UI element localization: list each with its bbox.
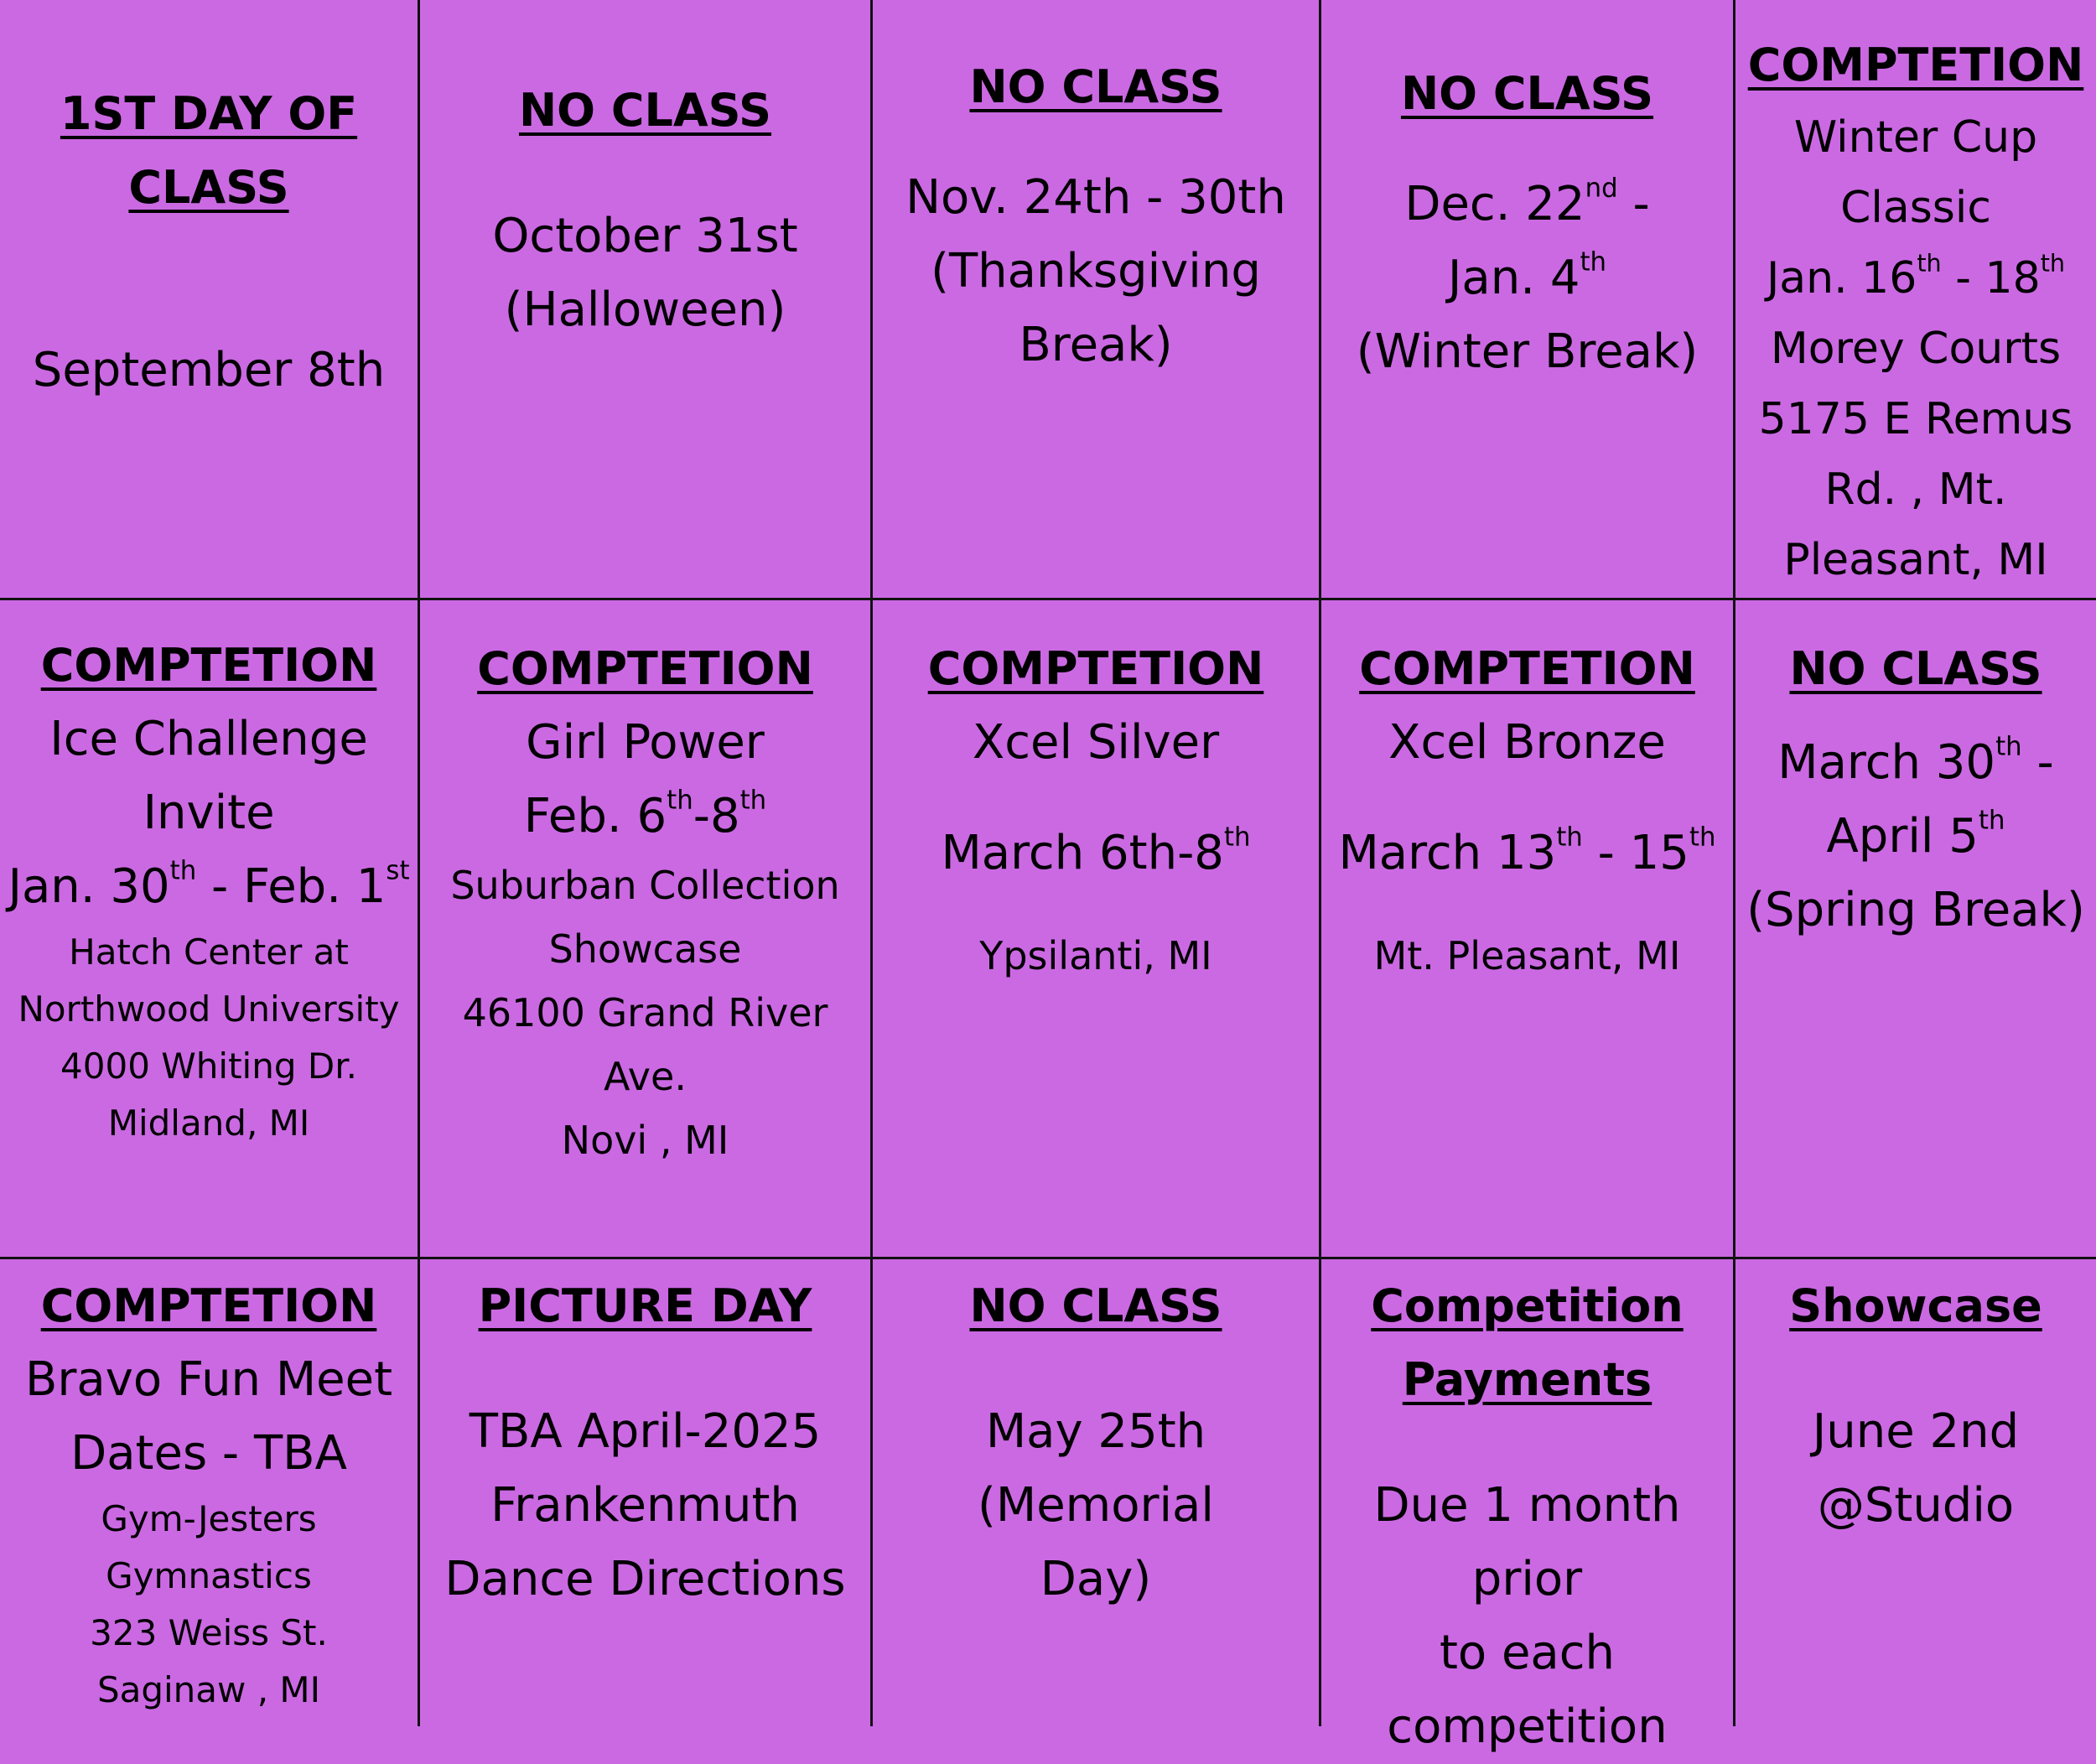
cell-note: (Halloween) bbox=[504, 283, 786, 337]
cell-heading: 1ST DAY OF bbox=[60, 87, 358, 140]
cell-event-name: Xcel Silver bbox=[972, 715, 1220, 770]
cell-address: Midland, MI bbox=[107, 1102, 310, 1144]
cell-address: Morey Courts bbox=[1770, 324, 2062, 374]
cell-competition-girl-power bbox=[420, 600, 873, 1259]
cell-note: (Spring Break) bbox=[1746, 883, 2085, 937]
cell-heading: PICTURE DAY bbox=[478, 1279, 812, 1332]
cell-date: Nov. 24th - 30th bbox=[905, 170, 1286, 225]
cell-address: Suburban Collection bbox=[450, 863, 840, 908]
cell-note: competition bbox=[1387, 1699, 1668, 1754]
cell-competition-payments bbox=[1321, 1259, 1735, 1754]
cell-showcase bbox=[1735, 1259, 2096, 1726]
cell-first-day bbox=[0, 0, 420, 600]
cell-heading: NO CLASS bbox=[1789, 642, 2042, 695]
cell-date: Feb. 6th-8th bbox=[523, 785, 767, 843]
cell-date: March 6th-8th bbox=[941, 822, 1251, 880]
cell-heading: NO CLASS bbox=[518, 84, 772, 137]
cell-heading: NO CLASS bbox=[969, 60, 1222, 113]
cell-picture-day bbox=[420, 1259, 873, 1726]
cell-event-name: Invite bbox=[143, 786, 275, 840]
cell-heading: Competition bbox=[1371, 1279, 1684, 1332]
cell-address: 323 Weiss St. bbox=[90, 1612, 328, 1653]
cell-note: (Thanksgiving bbox=[931, 244, 1261, 298]
cell-heading: COMPTETION bbox=[477, 642, 813, 695]
cell-heading: COMPTETION bbox=[1747, 39, 2084, 91]
cell-no-class-memorial bbox=[873, 1259, 1321, 1726]
cell-competition-xcel-bronze bbox=[1321, 600, 1735, 1259]
cell-date: June 2nd bbox=[1812, 1404, 2020, 1459]
cell-no-class-halloween bbox=[420, 0, 873, 600]
cell-location: Mt. Pleasant, MI bbox=[1373, 933, 1681, 978]
cell-note: to each bbox=[1439, 1626, 1616, 1680]
cell-address: Rd. , Mt. bbox=[1824, 464, 2007, 515]
cell-date: September 8th bbox=[32, 343, 386, 397]
cell-heading: COMPTETION bbox=[40, 1279, 377, 1332]
cell-heading: NO CLASS bbox=[969, 1279, 1222, 1332]
cell-date: May 25th bbox=[985, 1404, 1206, 1459]
cell-heading: CLASS bbox=[128, 161, 289, 214]
cell-competition-winter-cup bbox=[1735, 0, 2096, 600]
cell-date: October 31st bbox=[492, 209, 798, 263]
cell-date: Dec. 22nd - bbox=[1404, 173, 1650, 231]
cell-location: @Studio bbox=[1817, 1478, 2015, 1533]
cell-heading: Showcase bbox=[1789, 1279, 2042, 1332]
cell-address: 46100 Grand River bbox=[462, 990, 828, 1035]
cell-address: Ave. bbox=[604, 1054, 687, 1099]
cell-competition-bravo bbox=[0, 1259, 420, 1726]
cell-event-name: Bravo Fun Meet bbox=[24, 1352, 393, 1407]
cell-event-name: Xcel Bronze bbox=[1388, 715, 1666, 770]
cell-date: Jan. 4th bbox=[1447, 246, 1607, 305]
cell-address: Novi , MI bbox=[561, 1118, 729, 1163]
cell-no-class-winter bbox=[1321, 0, 1735, 600]
cell-note: Due 1 month prior bbox=[1373, 1478, 1681, 1606]
cell-heading: Payments bbox=[1402, 1353, 1652, 1406]
cell-heading: COMPTETION bbox=[1359, 642, 1695, 695]
cell-competition-ice-challenge bbox=[0, 600, 420, 1259]
cell-heading: NO CLASS bbox=[1400, 67, 1654, 120]
cell-address: Hatch Center at bbox=[69, 931, 349, 973]
cell-address: Saginaw , MI bbox=[96, 1669, 321, 1710]
cell-heading: COMPTETION bbox=[40, 639, 377, 692]
cell-date: March 30th - bbox=[1777, 731, 2054, 790]
cell-location: Dance Directions bbox=[444, 1552, 846, 1606]
cell-note: Break) bbox=[1019, 318, 1173, 372]
cell-event-name: Classic bbox=[1840, 183, 1991, 233]
cell-date: April 5th bbox=[1826, 805, 2005, 864]
cell-event-name: Dates - TBA bbox=[70, 1426, 347, 1481]
cell-address: 4000 Whiting Dr. bbox=[60, 1045, 357, 1087]
cell-date: Jan. 16th - 18th bbox=[1766, 248, 2066, 304]
cell-event-name: Girl Power bbox=[526, 715, 765, 770]
cell-location: Frankenmuth bbox=[490, 1478, 800, 1533]
cell-address: Pleasant, MI bbox=[1783, 535, 2048, 585]
cell-address: Gym-Jesters bbox=[101, 1498, 317, 1539]
cell-address: Gymnastics bbox=[106, 1555, 312, 1596]
cell-note: (Memorial bbox=[978, 1478, 1214, 1533]
cell-address: 5175 E Remus bbox=[1758, 394, 2073, 444]
cell-address: Showcase bbox=[548, 926, 742, 972]
cell-event-name: Ice Challenge bbox=[49, 712, 368, 766]
cell-note: (Winter Break) bbox=[1356, 324, 1699, 379]
cell-heading: COMPTETION bbox=[927, 642, 1264, 695]
cell-no-class-thanksgiving bbox=[873, 0, 1321, 600]
cell-date: March 13th - 15th bbox=[1338, 822, 1716, 880]
cell-no-class-spring bbox=[1735, 600, 2096, 1259]
cell-date: TBA April-2025 bbox=[469, 1404, 822, 1459]
cell-competition-xcel-silver bbox=[873, 600, 1321, 1259]
cell-date: Jan. 30th - Feb. 1st bbox=[8, 855, 410, 914]
cell-location: Ypsilanti, MI bbox=[979, 933, 1212, 978]
cell-event-name: Winter Cup bbox=[1793, 112, 2038, 163]
cell-address: Northwood University bbox=[18, 988, 400, 1030]
cell-note: Day) bbox=[1040, 1552, 1152, 1606]
